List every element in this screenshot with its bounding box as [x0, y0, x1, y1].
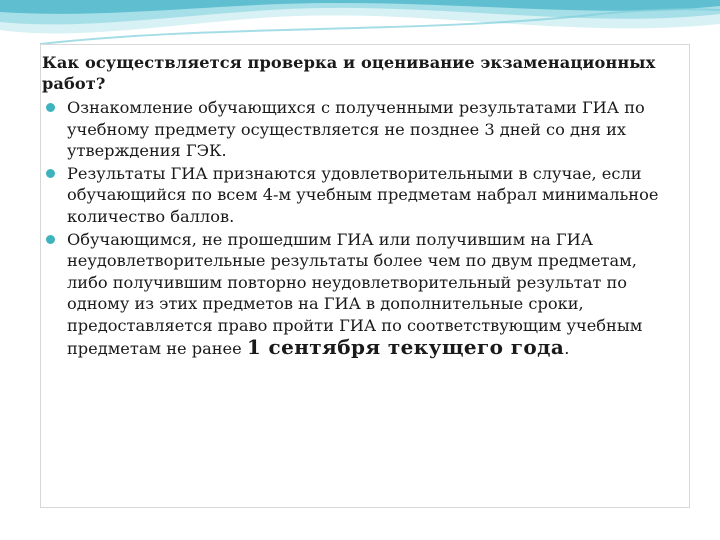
slide-content — [42, 52, 682, 360]
bullet-dot-icon — [46, 103, 55, 112]
bullet-dot-icon — [46, 235, 55, 244]
emphasized-date: 1 сентября текущего года — [246, 334, 565, 359]
bullet-tail: . — [564, 338, 570, 358]
bullet-text: Обучающимся, не прошедшим ГИА или получившим на ГИА неудовлетворительные результаты более чем по двум предметам, либо получившим повторно неудовлетворительный результат по одному из этих предметов на ГИА в дополнительные сроки, предоставляется право пройти ГИА по соответствующим учебным предметам не ранее — [67, 229, 643, 358]
slide-heading: Как осуществляется проверка и оценивание экзаменационных работ? — [42, 53, 656, 93]
bullet-list — [42, 97, 682, 359]
list-item — [42, 229, 682, 360]
bullet-text: Ознакомление обучающихся с полученными результатами ГИА по учебному предмету осуществляется не позднее 3 дней со дня их утверждения ГЭК. — [67, 98, 645, 161]
list-item — [42, 163, 682, 228]
bullet-text: Результаты ГИА признаются удовлетворительными в случае, если обучающийся по всем 4-м учебным предметам набрал минимальное количество баллов. — [67, 163, 659, 226]
bullet-dot-icon — [46, 169, 55, 178]
list-item — [42, 97, 682, 162]
